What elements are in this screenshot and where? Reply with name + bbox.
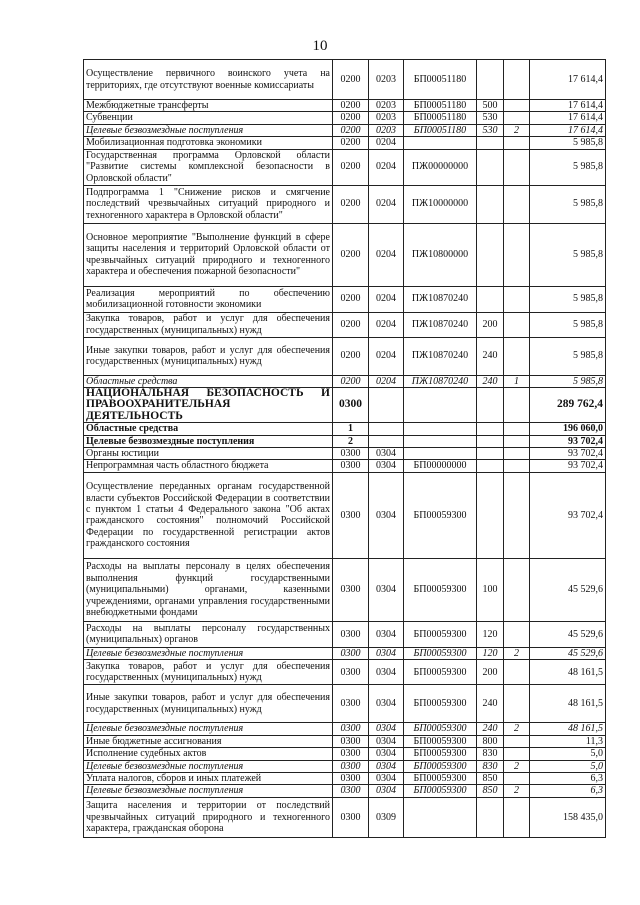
subsection-code-cell: 0204 (369, 312, 404, 337)
row-name-cell: Субвенции (84, 112, 333, 124)
target-article-cell: БП00051180 (404, 60, 477, 100)
expense-type-cell: 100 (477, 558, 504, 621)
funding-source-cell (504, 149, 530, 185)
funding-source-cell (504, 621, 530, 647)
row-name-cell: Иные бюджетные ассигнования (84, 735, 333, 747)
table-row (84, 735, 606, 747)
amount-cell: 5,0 (530, 760, 606, 772)
amount-cell: 5 985,8 (530, 375, 606, 387)
table-row (84, 660, 606, 685)
table-row (84, 723, 606, 735)
subsection-code-cell: 0204 (369, 137, 404, 149)
row-name-cell: Осуществление переданных органам государственной власти субъектов Российской Федерации в соответствии с пунктом 1 статьи 4 Федерального закона "Об актах гражданского состояния" полномочий Российской Федерации по государственной регистрации актов гражданского состояния (84, 472, 333, 558)
table-row (84, 124, 606, 136)
expense-type-cell: 830 (477, 760, 504, 772)
target-article-cell: ПЖ10870240 (404, 375, 477, 387)
funding-source-cell (504, 388, 530, 423)
section-code-cell: 0300 (333, 460, 369, 472)
amount-cell: 45 529,6 (530, 558, 606, 621)
amount-cell: 5 985,8 (530, 185, 606, 223)
section-code-cell: 0300 (333, 558, 369, 621)
table-row (84, 185, 606, 223)
expense-type-cell (477, 286, 504, 312)
table-row (84, 797, 606, 837)
amount-cell: 48 161,5 (530, 660, 606, 685)
funding-source-cell (504, 772, 530, 784)
subsection-code-cell: 0304 (369, 785, 404, 797)
expense-type-cell: 500 (477, 100, 504, 112)
funding-source-cell (504, 472, 530, 558)
subsection-code-cell: 0304 (369, 660, 404, 685)
target-article-cell: БП00059300 (404, 660, 477, 685)
row-name-cell: Исполнение судебных актов (84, 748, 333, 760)
subsection-code-cell: 0304 (369, 621, 404, 647)
subsection-code-cell (369, 435, 404, 447)
amount-cell: 93 702,4 (530, 472, 606, 558)
target-article-cell: БП00059300 (404, 472, 477, 558)
subsection-code-cell: 0304 (369, 472, 404, 558)
row-name-cell: НАЦИОНАЛЬНАЯ БЕЗОПАСНОСТЬ И ПРАВООХРАНИТЕЛЬНАЯ ДЕЯТЕЛЬНОСТЬ (84, 388, 333, 423)
section-code-cell: 0300 (333, 735, 369, 747)
row-name-cell: Иные закупки товаров, работ и услуг для обеспечения государственных (муниципальных) нужд (84, 337, 333, 375)
table-row (84, 375, 606, 387)
expense-type-cell: 850 (477, 785, 504, 797)
target-article-cell: ПЖ10870240 (404, 312, 477, 337)
row-name-cell: Мобилизационная подготовка экономики (84, 137, 333, 149)
subsection-code-cell: 0204 (369, 149, 404, 185)
row-name-cell: Областные средства (84, 375, 333, 387)
subsection-code-cell: 0204 (369, 185, 404, 223)
subsection-code-cell: 0204 (369, 375, 404, 387)
subsection-code-cell: 0304 (369, 558, 404, 621)
table-row (84, 621, 606, 647)
funding-source-cell (504, 797, 530, 837)
section-code-cell: 0200 (333, 60, 369, 100)
target-article-cell: БП00051180 (404, 124, 477, 136)
expense-type-cell (477, 797, 504, 837)
table-row (84, 137, 606, 149)
funding-source-cell (504, 748, 530, 760)
amount-cell: 17 614,4 (530, 60, 606, 100)
table-row (84, 472, 606, 558)
expense-type-cell: 120 (477, 621, 504, 647)
amount-cell: 6,3 (530, 772, 606, 784)
expense-type-cell (477, 448, 504, 460)
row-name-cell: Основное мероприятие "Выполнение функций в сфере защиты населения и территорий Орловской области от чрезвычайных ситуаций природного и техногенного характера и обеспечения пожарной безопасности" (84, 223, 333, 286)
section-code-cell: 0300 (333, 760, 369, 772)
row-name-cell: Целевые безвозмездные поступления (84, 760, 333, 772)
subsection-code-cell: 0304 (369, 723, 404, 735)
section-code-cell: 0300 (333, 660, 369, 685)
table-row (84, 460, 606, 472)
funding-source-cell (504, 286, 530, 312)
subsection-code-cell: 0304 (369, 448, 404, 460)
section-code-cell: 0200 (333, 112, 369, 124)
target-article-cell: БП00059300 (404, 772, 477, 784)
table-row (84, 388, 606, 423)
row-name-cell: Государственная программа Орловской области "Развитие системы комплексной безопасности в Орловской области" (84, 149, 333, 185)
amount-cell: 5 985,8 (530, 312, 606, 337)
funding-source-cell (504, 558, 530, 621)
amount-cell: 17 614,4 (530, 112, 606, 124)
table-row (84, 423, 606, 435)
expense-type-cell: 200 (477, 660, 504, 685)
subsection-code-cell: 0304 (369, 760, 404, 772)
amount-cell: 45 529,6 (530, 621, 606, 647)
expense-type-cell (477, 185, 504, 223)
amount-cell: 5 985,8 (530, 337, 606, 375)
expense-type-cell (477, 435, 504, 447)
amount-cell: 93 702,4 (530, 460, 606, 472)
funding-source-cell (504, 312, 530, 337)
funding-source-cell (504, 685, 530, 723)
row-name-cell: Целевые безвозмездные поступления (84, 723, 333, 735)
funding-source-cell (504, 435, 530, 447)
table-row (84, 149, 606, 185)
table-row (84, 60, 606, 100)
amount-cell: 48 161,5 (530, 723, 606, 735)
target-article-cell (404, 797, 477, 837)
funding-source-cell (504, 660, 530, 685)
subsection-code-cell: 0203 (369, 124, 404, 136)
row-name-cell: Органы юстиции (84, 448, 333, 460)
funding-source-cell: 2 (504, 124, 530, 136)
expense-type-cell: 200 (477, 312, 504, 337)
row-name-cell: Областные средства (84, 423, 333, 435)
expense-type-cell (477, 223, 504, 286)
amount-cell: 5,0 (530, 748, 606, 760)
section-code-cell: 0200 (333, 149, 369, 185)
amount-cell: 45 529,6 (530, 647, 606, 659)
expense-type-cell: 800 (477, 735, 504, 747)
section-code-cell: 0300 (333, 472, 369, 558)
funding-source-cell (504, 337, 530, 375)
amount-cell: 5 985,8 (530, 223, 606, 286)
section-code-cell: 0300 (333, 448, 369, 460)
target-article-cell: ПЖ10800000 (404, 223, 477, 286)
target-article-cell (404, 448, 477, 460)
subsection-code-cell (369, 388, 404, 423)
expense-type-cell (477, 60, 504, 100)
section-code-cell: 0200 (333, 100, 369, 112)
subsection-code-cell: 0204 (369, 286, 404, 312)
section-code-cell: 0200 (333, 124, 369, 136)
subsection-code-cell: 0304 (369, 735, 404, 747)
section-code-cell: 0200 (333, 185, 369, 223)
table-row (84, 647, 606, 659)
row-name-cell: Иные закупки товаров, работ и услуг для обеспечения государственных (муниципальных) нужд (84, 685, 333, 723)
table-row (84, 785, 606, 797)
row-name-cell: Реализация мероприятий по обеспечению мобилизационной готовности экономики (84, 286, 333, 312)
funding-source-cell (504, 735, 530, 747)
funding-source-cell: 1 (504, 375, 530, 387)
expense-type-cell: 240 (477, 723, 504, 735)
row-name-cell: Целевые безвозмездные поступления (84, 124, 333, 136)
target-article-cell (404, 435, 477, 447)
subsection-code-cell (369, 423, 404, 435)
funding-source-cell (504, 448, 530, 460)
section-code-cell: 0300 (333, 748, 369, 760)
section-code-cell: 0300 (333, 685, 369, 723)
target-article-cell: БП00059300 (404, 621, 477, 647)
amount-cell: 17 614,4 (530, 100, 606, 112)
target-article-cell: БП00059300 (404, 735, 477, 747)
target-article-cell (404, 388, 477, 423)
funding-source-cell (504, 423, 530, 435)
row-name-cell: Целевые безвозмездные поступления (84, 435, 333, 447)
expense-type-cell (477, 460, 504, 472)
row-name-cell: Подпрограмма 1 "Снижение рисков и смягчение последствий чрезвычайных ситуаций природного и техногенного характера в Орловской области" (84, 185, 333, 223)
expense-type-cell: 240 (477, 337, 504, 375)
page-number: 10 (312, 38, 328, 54)
section-code-cell: 0200 (333, 312, 369, 337)
target-article-cell: БП00059300 (404, 760, 477, 772)
subsection-code-cell: 0309 (369, 797, 404, 837)
target-article-cell: БП00059300 (404, 723, 477, 735)
subsection-code-cell: 0204 (369, 337, 404, 375)
section-code-cell: 0300 (333, 772, 369, 784)
amount-cell: 93 702,4 (530, 435, 606, 447)
amount-cell: 158 435,0 (530, 797, 606, 837)
funding-source-cell (504, 112, 530, 124)
row-name-cell: Расходы на выплаты персоналу в целях обеспечения выполнения функций государственными (муниципальными) органами, казенными учреждениями, органами управления государственными внебюджетными фондами (84, 558, 333, 621)
funding-source-cell (504, 100, 530, 112)
funding-source-cell (504, 137, 530, 149)
row-name-cell: Защита населения и территории от последствий чрезвычайных ситуаций природного и техногенного характера, гражданская оборона (84, 797, 333, 837)
funding-source-cell: 2 (504, 647, 530, 659)
target-article-cell: БП00059300 (404, 647, 477, 659)
row-name-cell: Уплата налогов, сборов и иных платежей (84, 772, 333, 784)
table-row (84, 760, 606, 772)
section-code-cell: 0200 (333, 337, 369, 375)
section-code-cell: 0300 (333, 647, 369, 659)
section-code-cell: 0300 (333, 388, 369, 423)
expense-type-cell: 850 (477, 772, 504, 784)
subsection-code-cell: 0304 (369, 772, 404, 784)
subsection-code-cell: 0304 (369, 647, 404, 659)
expense-type-cell: 530 (477, 112, 504, 124)
subsection-code-cell: 0203 (369, 100, 404, 112)
row-name-cell: Расходы на выплаты персоналу государственных (муниципальных) органов (84, 621, 333, 647)
section-code-cell: 2 (333, 435, 369, 447)
row-name-cell: Закупка товаров, работ и услуг для обеспечения государственных (муниципальных) нужд (84, 660, 333, 685)
subsection-code-cell: 0304 (369, 748, 404, 760)
target-article-cell: ПЖ10870240 (404, 286, 477, 312)
amount-cell: 5 985,8 (530, 286, 606, 312)
row-name-cell: Целевые безвозмездные поступления (84, 647, 333, 659)
target-article-cell (404, 137, 477, 149)
table-row (84, 337, 606, 375)
section-code-cell: 0300 (333, 785, 369, 797)
row-name-cell: Непрограммная часть областного бюджета (84, 460, 333, 472)
section-code-cell: 0200 (333, 286, 369, 312)
table-row (84, 558, 606, 621)
table-row (84, 748, 606, 760)
amount-cell: 17 614,4 (530, 124, 606, 136)
subsection-code-cell: 0203 (369, 112, 404, 124)
table-row (84, 286, 606, 312)
target-article-cell: ПЖ10000000 (404, 185, 477, 223)
expense-type-cell: 530 (477, 124, 504, 136)
table-row (84, 112, 606, 124)
target-article-cell: ПЖ10870240 (404, 337, 477, 375)
row-name-cell: Осуществление первичного воинского учета на территориях, где отсутствуют военные комиссариаты (84, 60, 333, 100)
table-row (84, 223, 606, 286)
expense-type-cell (477, 388, 504, 423)
target-article-cell (404, 423, 477, 435)
section-code-cell: 1 (333, 423, 369, 435)
expense-type-cell (477, 472, 504, 558)
target-article-cell: БП00059300 (404, 558, 477, 621)
target-article-cell: БП00059300 (404, 785, 477, 797)
expense-type-cell: 240 (477, 375, 504, 387)
expense-type-cell: 830 (477, 748, 504, 760)
expense-type-cell (477, 423, 504, 435)
funding-source-cell: 2 (504, 785, 530, 797)
section-code-cell: 0200 (333, 223, 369, 286)
row-name-cell: Целевые безвозмездные поступления (84, 785, 333, 797)
target-article-cell: БП00059300 (404, 748, 477, 760)
expense-type-cell: 240 (477, 685, 504, 723)
table-row (84, 772, 606, 784)
funding-source-cell: 2 (504, 760, 530, 772)
subsection-code-cell: 0203 (369, 60, 404, 100)
table-row (84, 435, 606, 447)
amount-cell: 289 762,4 (530, 388, 606, 423)
funding-source-cell (504, 60, 530, 100)
table-row (84, 100, 606, 112)
table-row (84, 448, 606, 460)
expense-type-cell (477, 137, 504, 149)
amount-cell: 196 060,0 (530, 423, 606, 435)
budget-table (83, 59, 606, 838)
target-article-cell: БП00051180 (404, 100, 477, 112)
row-name-cell: Межбюджетные трансферты (84, 100, 333, 112)
expense-type-cell: 120 (477, 647, 504, 659)
expense-type-cell (477, 149, 504, 185)
target-article-cell: БП00000000 (404, 460, 477, 472)
table-row (84, 312, 606, 337)
section-code-cell: 0300 (333, 621, 369, 647)
subsection-code-cell: 0304 (369, 685, 404, 723)
amount-cell: 11,3 (530, 735, 606, 747)
row-name-cell: Закупка товаров, работ и услуг для обеспечения государственных (муниципальных) нужд (84, 312, 333, 337)
target-article-cell: БП00059300 (404, 685, 477, 723)
amount-cell: 6,3 (530, 785, 606, 797)
table-row (84, 685, 606, 723)
subsection-code-cell: 0204 (369, 223, 404, 286)
section-code-cell: 0200 (333, 137, 369, 149)
target-article-cell: ПЖ00000000 (404, 149, 477, 185)
funding-source-cell: 2 (504, 723, 530, 735)
amount-cell: 48 161,5 (530, 685, 606, 723)
target-article-cell: БП00051180 (404, 112, 477, 124)
amount-cell: 5 985,8 (530, 137, 606, 149)
funding-source-cell (504, 185, 530, 223)
section-code-cell: 0200 (333, 375, 369, 387)
subsection-code-cell: 0304 (369, 460, 404, 472)
amount-cell: 5 985,8 (530, 149, 606, 185)
funding-source-cell (504, 223, 530, 286)
section-code-cell: 0300 (333, 797, 369, 837)
funding-source-cell (504, 460, 530, 472)
amount-cell: 93 702,4 (530, 448, 606, 460)
section-code-cell: 0300 (333, 723, 369, 735)
